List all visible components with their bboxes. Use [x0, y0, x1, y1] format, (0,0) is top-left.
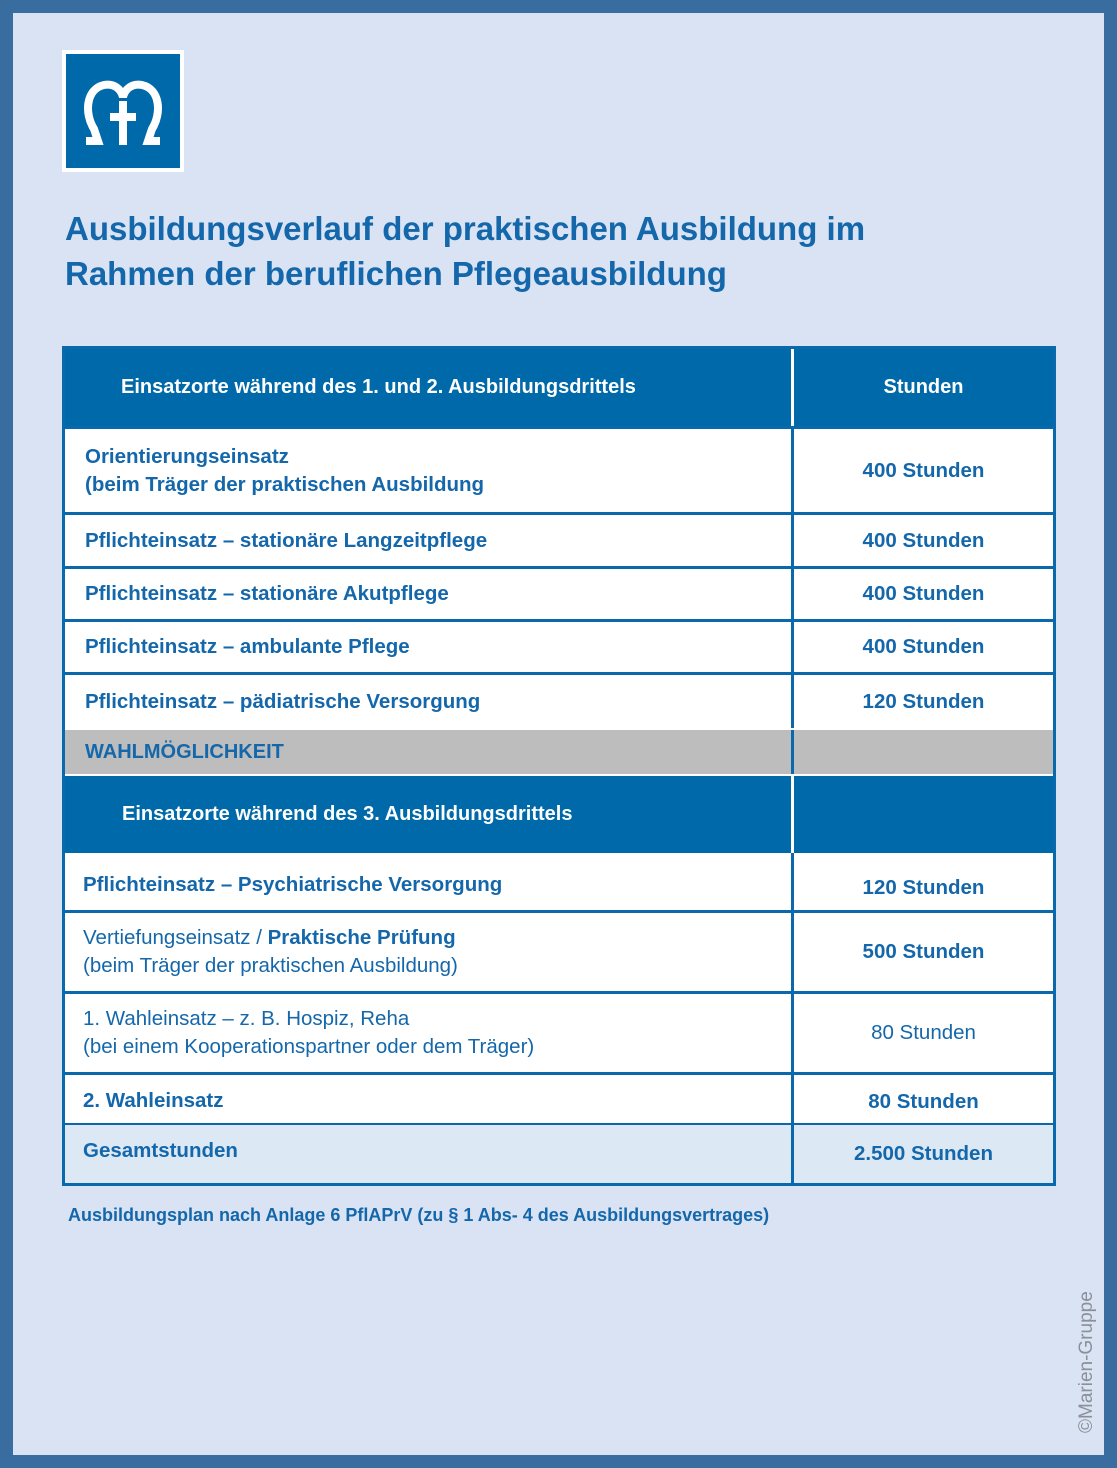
- choice-row: [65, 728, 1053, 776]
- header-location: Einsatzorte während des 3. Ausbildungsdrittels: [122, 803, 573, 825]
- title-line-2: Rahmen der beruflichen Pflegeausbildung: [65, 255, 727, 292]
- table-row: [65, 512, 1053, 566]
- table-row: [65, 991, 1053, 1072]
- row-hours: 400 Stunden: [791, 429, 1053, 512]
- row-label: 1. Wahleinsatz – z. B. Hospiz, Reha: [83, 1007, 410, 1030]
- row-label: Pflichteinsatz – pädiatrische Versorgung: [85, 689, 481, 713]
- row-label: Vertiefungseinsatz /: [83, 926, 268, 949]
- row-hours: 120 Stunden: [791, 853, 1053, 910]
- header-location: Einsatzorte während des 1. und 2. Ausbildungsdrittels: [121, 376, 636, 398]
- row-hours: 80 Stunden: [791, 1075, 1053, 1123]
- row-hours: 400 Stunden: [791, 515, 1053, 566]
- row-label: Pflichteinsatz – Psychiatrische Versorgung: [83, 873, 503, 896]
- table-row: [65, 619, 1053, 672]
- total-label: Gesamtstunden: [83, 1139, 238, 1162]
- row-label-bold: Praktische Prüfung: [267, 926, 456, 949]
- table-row: [65, 426, 1053, 512]
- row-sublabel: (beim Träger der praktischen Ausbildung: [85, 472, 485, 496]
- row-label: Orientierungseinsatz: [85, 444, 289, 468]
- title-line-1: Ausbildungsverlauf der praktischen Ausbildung im: [65, 210, 866, 247]
- marien-gruppe-logo-icon: [80, 71, 166, 151]
- row-hours: 400 Stunden: [791, 622, 1053, 672]
- table-row: [65, 853, 1053, 910]
- table-row: [65, 672, 1053, 728]
- table-row: [65, 566, 1053, 619]
- choice-hours: [791, 730, 1053, 774]
- row-sublabel: (beim Träger der praktischen Ausbildung): [83, 954, 458, 977]
- page-panel: [13, 13, 1104, 1455]
- row-hours: 80 Stunden: [791, 994, 1053, 1072]
- table-row: [65, 1072, 1053, 1123]
- copyright-notice: ©Marien-Gruppe: [1076, 1291, 1097, 1433]
- training-schedule-table: [62, 346, 1056, 1186]
- table-header-row: [65, 776, 1053, 853]
- row-hours: 500 Stunden: [791, 913, 1053, 991]
- row-label: Pflichteinsatz – stationäre Langzeitpflege: [85, 528, 488, 552]
- row-hours: 120 Stunden: [791, 675, 1053, 728]
- total-row: [65, 1123, 1053, 1183]
- row-label: Pflichteinsatz – stationäre Akutpflege: [85, 582, 449, 605]
- row-hours: 400 Stunden: [791, 569, 1053, 619]
- row-label: Pflichteinsatz – ambulante Pflege: [85, 635, 410, 658]
- logo: [62, 50, 184, 172]
- table-row: [65, 910, 1053, 991]
- choice-label: WAHLMÖGLICHKEIT: [85, 740, 284, 763]
- footnote: Ausbildungsplan nach Anlage 6 PflAPrV (zu § 1 Abs- 4 des Ausbildungsvertrages): [68, 1205, 770, 1225]
- table-header-row: [65, 349, 1053, 426]
- header-hours: Stunden: [791, 349, 1053, 426]
- header-hours: [791, 776, 1053, 853]
- row-label: 2. Wahleinsatz: [83, 1089, 224, 1112]
- page-title: [65, 206, 1065, 296]
- total-hours: 2.500 Stunden: [791, 1125, 1053, 1183]
- row-sublabel: (bei einem Kooperationspartner oder dem Träger): [83, 1035, 535, 1058]
